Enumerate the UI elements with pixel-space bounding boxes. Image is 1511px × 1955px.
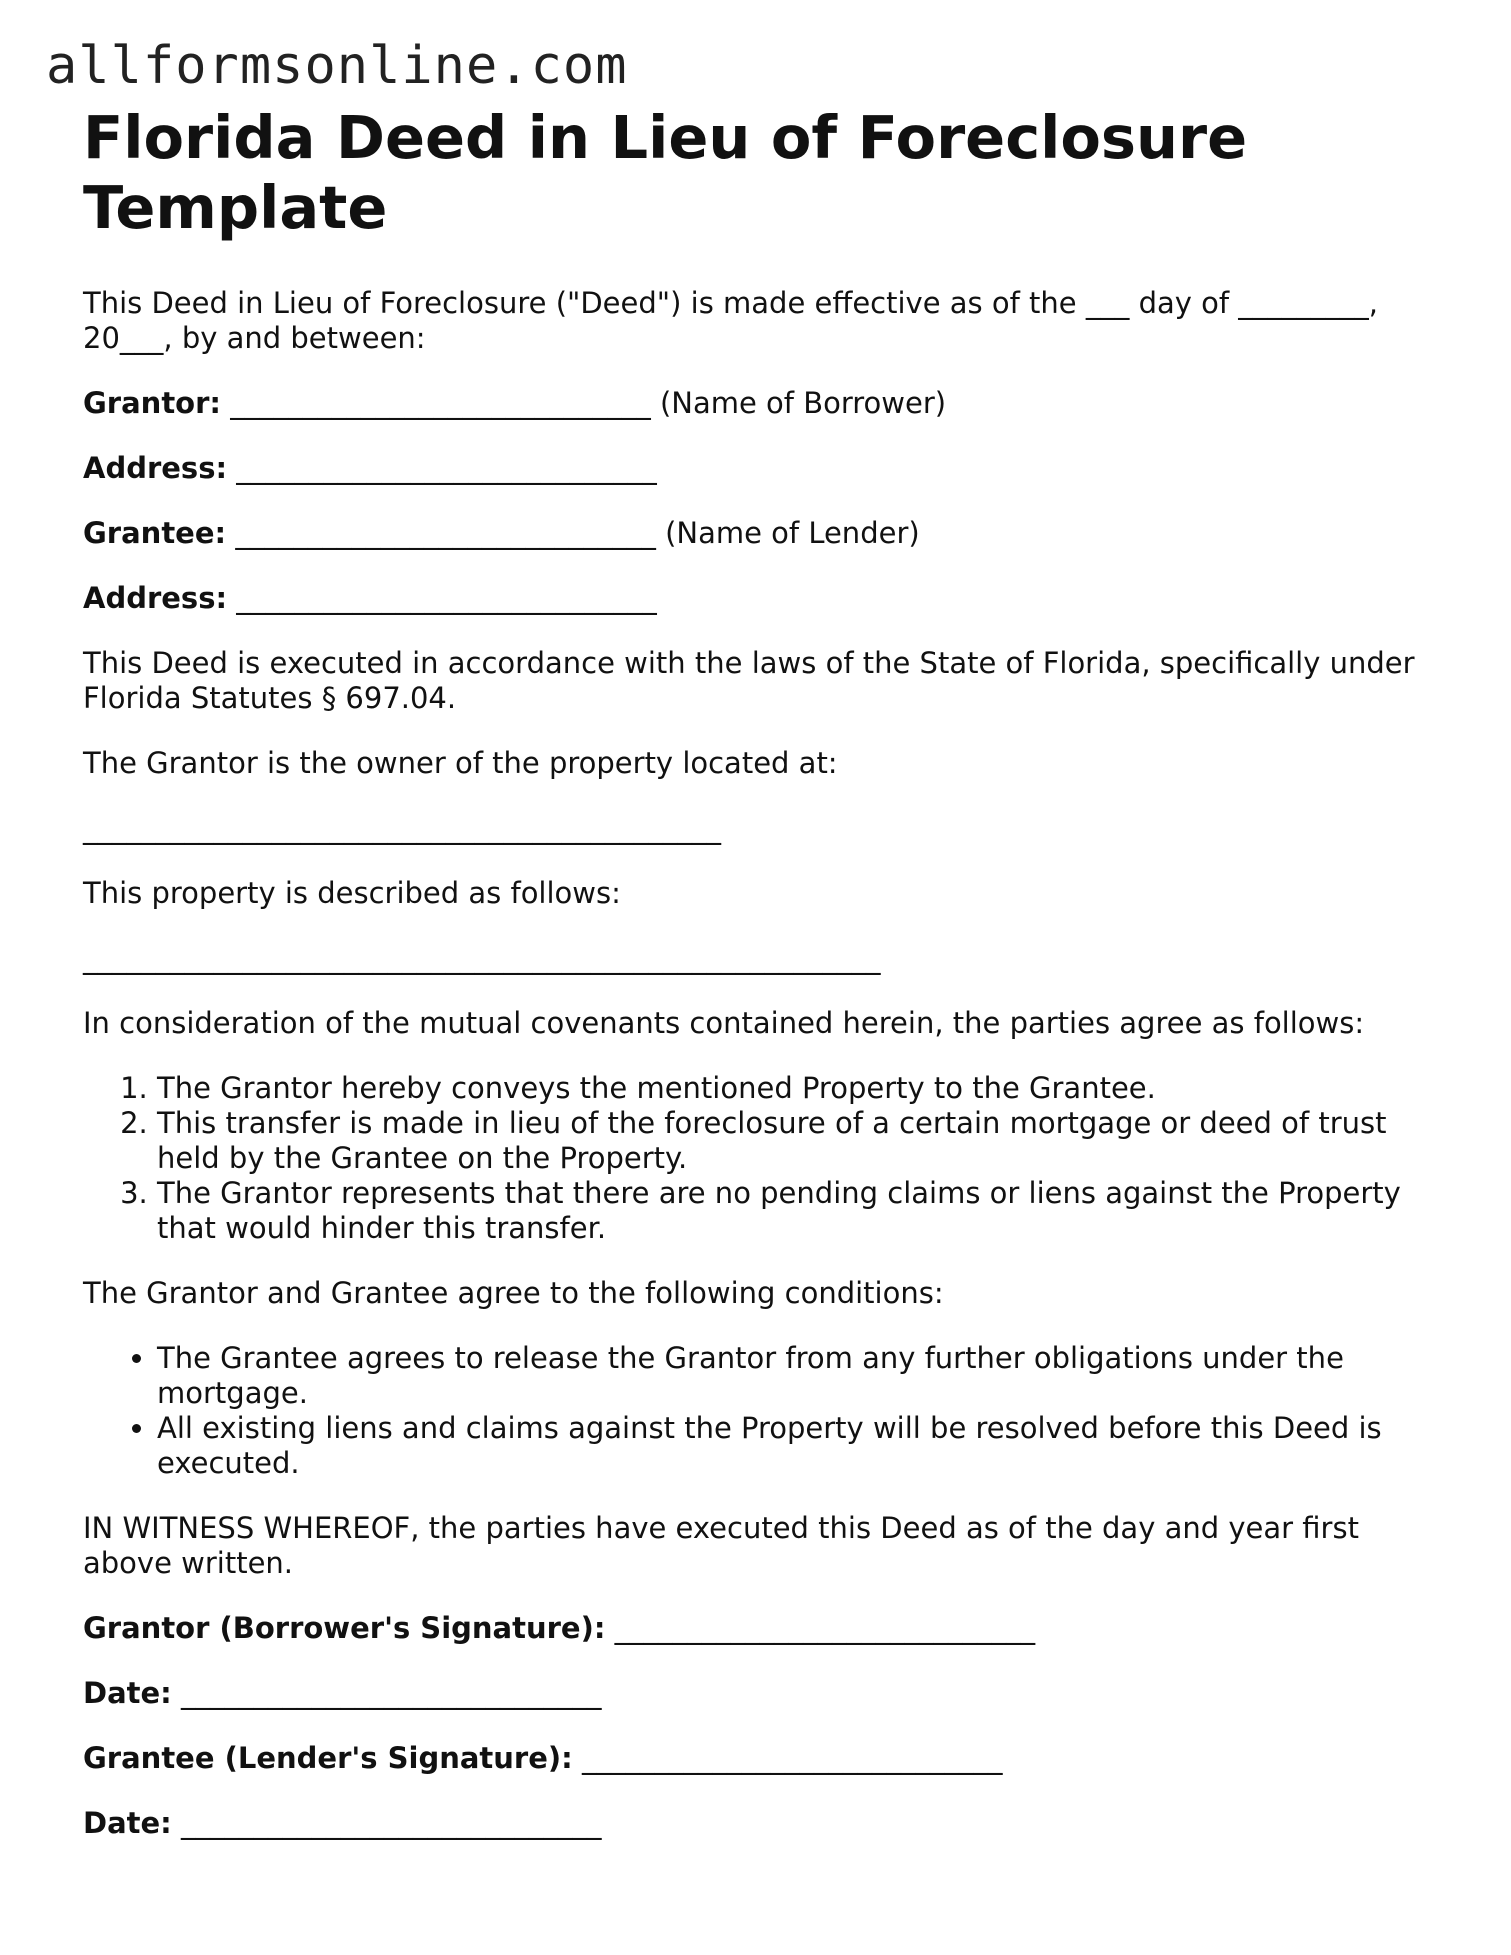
field-label: Grantor (Borrower's Signature):	[83, 1611, 606, 1645]
grantee-date-blank[interactable]: _____________________________	[181, 1806, 602, 1840]
grantee-date-field	[83, 1806, 1443, 1841]
document-body	[83, 103, 1443, 1871]
property-description-blank[interactable]: _______________________________________________________	[83, 941, 881, 975]
grantor-date-blank[interactable]: _____________________________	[181, 1676, 602, 1710]
watermark-logo: allformsonline.com	[46, 36, 628, 96]
property-location-blank[interactable]: ____________________________________________	[83, 811, 721, 845]
list-item: • All existing liens and claims against the Property will be resolved before this Deed is executed.	[157, 1411, 1443, 1481]
field-label: Date:	[83, 1806, 172, 1840]
grantor-name-field	[83, 386, 1443, 421]
grantee-signature-field	[83, 1741, 1443, 1776]
grantee-address-blank[interactable]: _____________________________	[236, 581, 657, 615]
grantor-date-field	[83, 1676, 1443, 1711]
field-label: Address:	[83, 451, 228, 485]
grantee-name-blank[interactable]: _____________________________	[235, 516, 656, 550]
list-item: • The Grantee agrees to release the Grantor from any further obligations under the mortgage.	[157, 1341, 1443, 1411]
property-description-label: This property is described as follows:	[83, 876, 621, 910]
grantor-name-blank[interactable]: _____________________________	[230, 386, 651, 420]
consideration-paragraph: In consideration of the mutual covenants contained herein, the parties agree as follows:	[83, 1006, 1365, 1040]
grantor-address-blank[interactable]: _____________________________	[236, 451, 657, 485]
field-label: Address:	[83, 581, 228, 615]
list-item: 3. The Grantor represents that there are no pending claims or liens against the Property that would hinder this transfer.	[157, 1176, 1443, 1246]
list-item: 2. This transfer is made in lieu of the foreclosure of a certain mortgage or deed of trust held by the Grantee on the Property.	[157, 1106, 1443, 1176]
field-note: (Name of Lender)	[665, 516, 920, 550]
agreements-list	[83, 1071, 1443, 1246]
page-title: Florida Deed in Lieu of Foreclosure Template	[83, 103, 1248, 242]
grantor-signature-blank[interactable]: _____________________________	[614, 1611, 1036, 1645]
grantor-signature-field	[83, 1611, 1443, 1646]
property-location-label: The Grantor is the owner of the property located at:	[83, 746, 838, 780]
witness-paragraph: IN WITNESS WHEREOF, the parties have executed this Deed as of the day and year first above written.	[83, 1511, 1359, 1580]
field-label: Date:	[83, 1676, 172, 1710]
field-note: (Name of Borrower)	[659, 386, 947, 420]
conditions-label: The Grantor and Grantee agree to the following conditions:	[83, 1276, 944, 1310]
grantor-address-field	[83, 451, 1443, 486]
field-label: Grantor:	[83, 386, 222, 420]
law-statement: This Deed is executed in accordance with the laws of the State of Florida, specifically under Florida Statutes § 697.04.	[83, 646, 1415, 715]
grantee-address-field	[83, 581, 1443, 616]
grantee-name-field	[83, 516, 1443, 551]
field-label: Grantee:	[83, 516, 227, 550]
conditions-list	[83, 1341, 1443, 1481]
field-label: Grantee (Lender's Signature):	[83, 1741, 573, 1775]
grantee-signature-blank[interactable]: _____________________________	[581, 1741, 1003, 1775]
intro-paragraph: This Deed in Lieu of Foreclosure ("Deed") is made effective as of the ___ day of _________, 20___, by and between:	[83, 286, 1379, 355]
list-item: 1. The Grantor hereby conveys the mentioned Property to the Grantee.	[157, 1071, 1443, 1106]
